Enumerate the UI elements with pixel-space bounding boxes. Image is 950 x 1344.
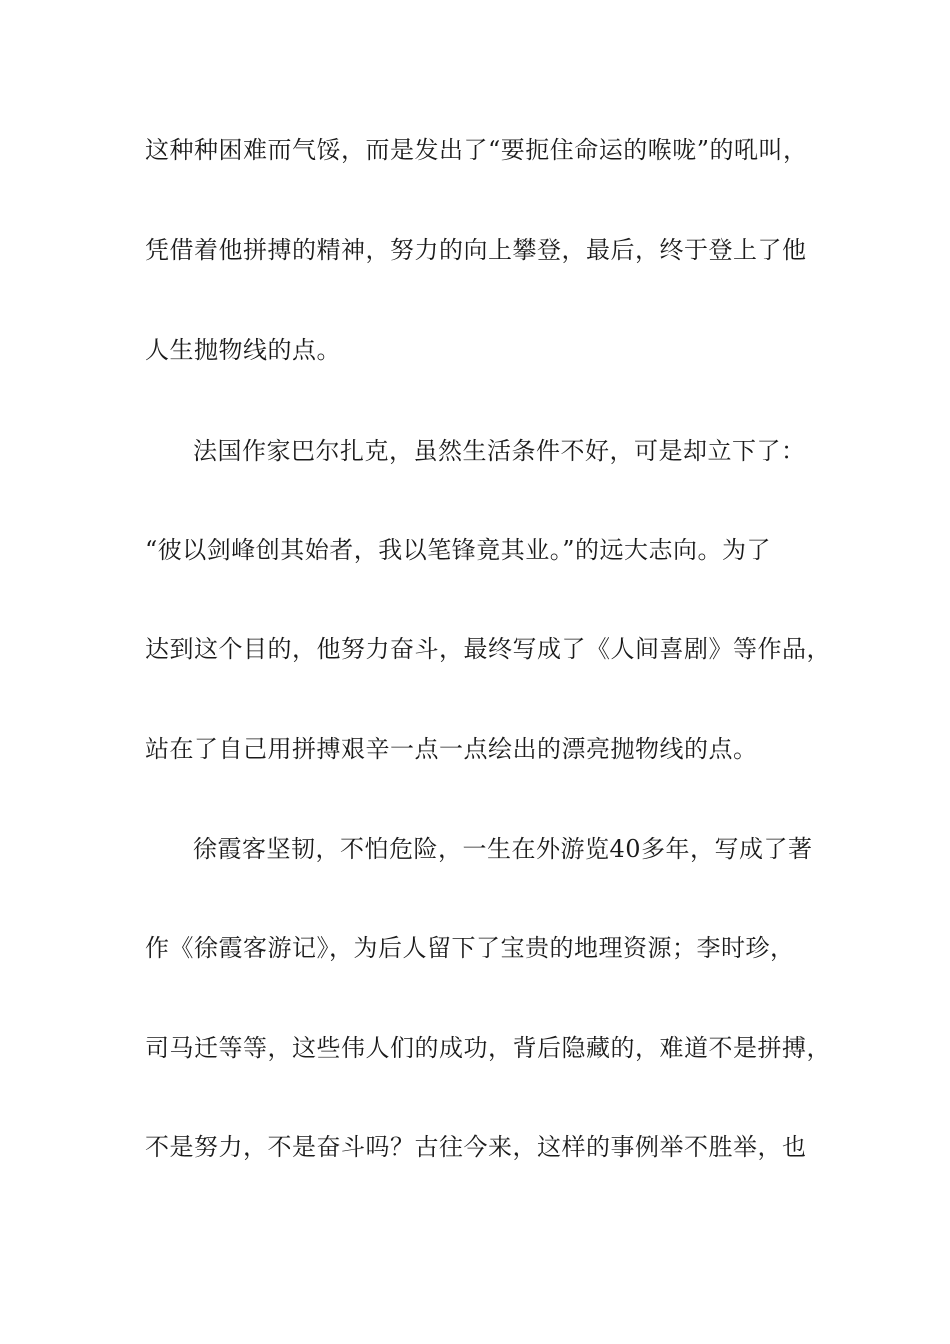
text-line: 司马迁等等，这些伟人们的成功，背后隐藏的，难道不是拼搏， [145,1034,831,1062]
paragraph-start-line: 法国作家巴尔扎克，虽然生活条件不好，可是却立下了： [193,437,806,465]
text-line: 人生抛物线的点。 [145,336,341,364]
paragraph-start-line: 徐霞客坚韧，不怕危险，一生在外游览40多年，写成了著 [193,835,813,863]
text-line: 这种种困难而气馁，而是发出了“要扼住命运的喉咙”的吼叫， [145,136,808,164]
text-line: 达到这个目的，他努力奋斗，最终写成了《人间喜剧》等作品， [145,635,831,663]
text-line: “彼以剑峰创其始者，我以笔锋竟其业。”的远大志向。为了 [145,536,772,564]
text-line: 不是努力，不是奋斗吗？古往今来，这样的事例举不胜举，也 [145,1133,807,1161]
text-line: 凭借着他拼搏的精神，努力的向上攀登，最后，终于登上了他 [145,236,807,264]
text-line: 作《徐霞客游记》，为后人留下了宝贵的地理资源；李时珍， [145,934,795,962]
text-line: 站在了自己用拼搏艰辛一点一点绘出的漂亮抛物线的点。 [145,735,758,763]
